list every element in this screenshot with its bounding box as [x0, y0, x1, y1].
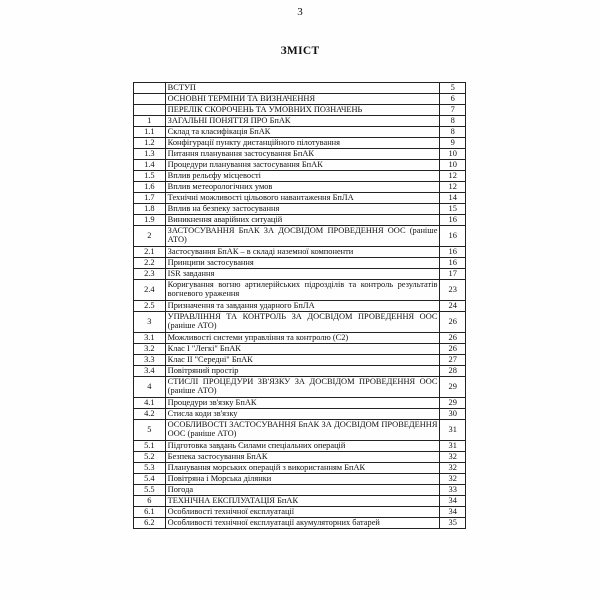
toc-section-number	[134, 105, 166, 116]
toc-section-title: ЗАГАЛЬНІ ПОНЯТТЯ ПРО БпАК	[165, 116, 440, 127]
toc-row	[134, 160, 466, 171]
toc-page-number: 32	[440, 452, 466, 463]
toc-row	[134, 463, 466, 474]
toc-row	[134, 247, 466, 258]
toc-row	[134, 485, 466, 496]
toc-row	[134, 215, 466, 226]
toc-row	[134, 204, 466, 215]
toc-section-number: 1.2	[134, 138, 166, 149]
toc-section-number: 3.2	[134, 344, 166, 355]
toc-row	[134, 355, 466, 366]
toc-section-number: 3.1	[134, 333, 166, 344]
toc-section-number: 2.5	[134, 301, 166, 312]
toc-section-number: 5.2	[134, 452, 166, 463]
toc-section-number	[134, 83, 166, 94]
toc-page-number: 27	[440, 355, 466, 366]
toc-row	[134, 301, 466, 312]
toc-section-title: Вплив метеорологічних умов	[165, 182, 440, 193]
toc-row	[134, 182, 466, 193]
toc-page-number: 7	[440, 105, 466, 116]
toc-page-number: 14	[440, 193, 466, 204]
toc-section-number: 5.1	[134, 441, 166, 452]
toc-section-title: Призначення та завдання ударного БпЛА	[165, 301, 440, 312]
toc-section-title: Процедури зв'язку БпАК	[165, 398, 440, 409]
toc-section-title: Технічні можливості цільового навантаження БпЛА	[165, 193, 440, 204]
toc-section-title: Застосування БпАК – в складі наземної компоненти	[165, 247, 440, 258]
toc-section-title: Підготовка завдань Силами спеціальних операцій	[165, 441, 440, 452]
toc-section-number: 1.8	[134, 204, 166, 215]
toc-section-number: 2	[134, 226, 166, 247]
toc-section-title: Коригування вогню артилерійських підрозділів та контроль результатів вогневого ураження	[165, 280, 440, 301]
toc-section-title: Особливості технічної експлуатації	[165, 507, 440, 518]
toc-row	[134, 333, 466, 344]
toc-section-number: 2.2	[134, 258, 166, 269]
toc-section-title: Планування морських операцій з використанням БпАК	[165, 463, 440, 474]
toc-section-title: Принципи застосування	[165, 258, 440, 269]
toc-section-number: 6.1	[134, 507, 166, 518]
toc-section-number: 5.3	[134, 463, 166, 474]
toc-section-number: 1.5	[134, 171, 166, 182]
toc-section-number: 4.1	[134, 398, 166, 409]
toc-row	[134, 409, 466, 420]
toc-page-number: 16	[440, 247, 466, 258]
toc-section-title: Можливості системи управління та контролю (С2)	[165, 333, 440, 344]
toc-page-number: 6	[440, 94, 466, 105]
page-title: ЗМІСТ	[280, 45, 320, 57]
toc-row	[134, 171, 466, 182]
toc-row	[134, 149, 466, 160]
toc-row	[134, 116, 466, 127]
table-of-contents	[133, 82, 466, 529]
toc-row	[134, 105, 466, 116]
toc-page-number: 8	[440, 116, 466, 127]
toc-section-title: Безпека застосування БпАК	[165, 452, 440, 463]
toc-row	[134, 280, 466, 301]
toc-section-title: Процедури планування застосування БпАК	[165, 160, 440, 171]
toc-section-title: ISR завдання	[165, 269, 440, 280]
toc-row	[134, 377, 466, 398]
toc-section-title: ОСОБЛИВОСТІ ЗАСТОСУВАННЯ БпАК ЗА ДОСВІДОМ ПРОВЕДЕННЯ ООС (раніше АТО)	[165, 420, 440, 441]
toc-section-title: ВСТУП	[165, 83, 440, 94]
toc-page-number: 16	[440, 258, 466, 269]
toc-section-number: 1	[134, 116, 166, 127]
toc-section-number: 1.4	[134, 160, 166, 171]
toc-section-number: 1.6	[134, 182, 166, 193]
toc-page-number: 32	[440, 463, 466, 474]
toc-section-title: Вплив рельєфу місцевості	[165, 171, 440, 182]
toc-row	[134, 366, 466, 377]
toc-section-title: ПЕРЕЛІК СКОРОЧЕНЬ ТА УМОВНИХ ПОЗНАЧЕНЬ	[165, 105, 440, 116]
toc-row	[134, 507, 466, 518]
toc-page-number: 31	[440, 420, 466, 441]
toc-section-number: 6	[134, 496, 166, 507]
toc-page-number: 5	[440, 83, 466, 94]
toc-row	[134, 258, 466, 269]
toc-section-title: Клас І "Легкі" БпАК	[165, 344, 440, 355]
toc-section-title: УПРАВЛІННЯ ТА КОНТРОЛЬ ЗА ДОСВІДОМ ПРОВЕДЕННЯ ООС (раніше АТО)	[165, 312, 440, 333]
toc-row	[134, 83, 466, 94]
toc-section-title: Клас ІІ "Середні" БпАК	[165, 355, 440, 366]
toc-section-title: ЗАСТОСУВАННЯ БпАК ЗА ДОСВІДОМ ПРОВЕДЕННЯ ООС (раніше АТО)	[165, 226, 440, 247]
toc-section-number	[134, 94, 166, 105]
toc-page-number: 12	[440, 171, 466, 182]
toc-page-number: 10	[440, 160, 466, 171]
toc-section-number: 1.7	[134, 193, 166, 204]
toc-section-number: 3.3	[134, 355, 166, 366]
toc-page-number: 30	[440, 409, 466, 420]
toc-row	[134, 441, 466, 452]
toc-page-number: 26	[440, 312, 466, 333]
toc-body	[134, 83, 466, 529]
toc-section-number: 3.4	[134, 366, 166, 377]
toc-page-number: 32	[440, 474, 466, 485]
toc-row	[134, 474, 466, 485]
toc-page-number: 10	[440, 149, 466, 160]
toc-page-number: 29	[440, 398, 466, 409]
toc-page-number: 26	[440, 333, 466, 344]
toc-row	[134, 452, 466, 463]
toc-page-number: 33	[440, 485, 466, 496]
toc-section-number: 1.3	[134, 149, 166, 160]
toc-section-number: 1.9	[134, 215, 166, 226]
toc-row	[134, 344, 466, 355]
toc-row	[134, 269, 466, 280]
toc-section-number: 2.1	[134, 247, 166, 258]
toc-page-number: 16	[440, 226, 466, 247]
toc-page-number: 34	[440, 496, 466, 507]
toc-page-number: 29	[440, 377, 466, 398]
toc-row	[134, 94, 466, 105]
toc-section-number: 5	[134, 420, 166, 441]
toc-section-title: Склад та класифікація БпАК	[165, 127, 440, 138]
toc-row	[134, 226, 466, 247]
toc-page-number: 26	[440, 344, 466, 355]
toc-section-title: Конфігурації пункту дистанційного пілотування	[165, 138, 440, 149]
toc-page-number: 31	[440, 441, 466, 452]
page-number: 3	[297, 6, 303, 18]
toc-row	[134, 193, 466, 204]
toc-section-number: 4.2	[134, 409, 166, 420]
toc-page-number: 15	[440, 204, 466, 215]
toc-section-title: Стисла коди зв'язку	[165, 409, 440, 420]
toc-section-title: Особливості технічної експлуатації акумуляторних батарей	[165, 518, 440, 529]
toc-section-title: ТЕХНІЧНА ЕКСПЛУАТАЦІЯ БпАК	[165, 496, 440, 507]
toc-page-number: 17	[440, 269, 466, 280]
toc-section-number: 2.3	[134, 269, 166, 280]
toc-section-number: 1.1	[134, 127, 166, 138]
toc-section-number: 4	[134, 377, 166, 398]
toc-section-number: 5.4	[134, 474, 166, 485]
toc-section-title: Виникнення аварійних ситуацій	[165, 215, 440, 226]
toc-section-title: ОСНОВНІ ТЕРМІНИ ТА ВИЗНАЧЕННЯ	[165, 94, 440, 105]
toc-page-number: 9	[440, 138, 466, 149]
toc-page-number: 35	[440, 518, 466, 529]
toc-section-title: Повітряний простір	[165, 366, 440, 377]
toc-section-title: Повітряна і Морська ділянки	[165, 474, 440, 485]
toc-row	[134, 398, 466, 409]
toc-page-number: 23	[440, 280, 466, 301]
toc-page-number: 8	[440, 127, 466, 138]
toc-section-number: 3	[134, 312, 166, 333]
toc-page-number: 28	[440, 366, 466, 377]
toc-page-number: 16	[440, 215, 466, 226]
toc-section-title: Погода	[165, 485, 440, 496]
toc-section-title: Вплив на безпеку застосування	[165, 204, 440, 215]
toc-row	[134, 127, 466, 138]
toc-page-number: 24	[440, 301, 466, 312]
toc-section-title: Питання планування застосування БпАК	[165, 149, 440, 160]
toc-row	[134, 312, 466, 333]
toc-row	[134, 138, 466, 149]
toc-section-number: 2.4	[134, 280, 166, 301]
toc-row	[134, 518, 466, 529]
toc-section-title: СТИСЛІ ПРОЦЕДУРИ ЗВ'ЯЗКУ ЗА ДОСВІДОМ ПРОВЕДЕННЯ ООС (раніше АТО)	[165, 377, 440, 398]
toc-row	[134, 420, 466, 441]
toc-page-number: 12	[440, 182, 466, 193]
toc-row	[134, 496, 466, 507]
toc-page-number: 34	[440, 507, 466, 518]
toc-section-number: 5.5	[134, 485, 166, 496]
toc-section-number: 6.2	[134, 518, 166, 529]
